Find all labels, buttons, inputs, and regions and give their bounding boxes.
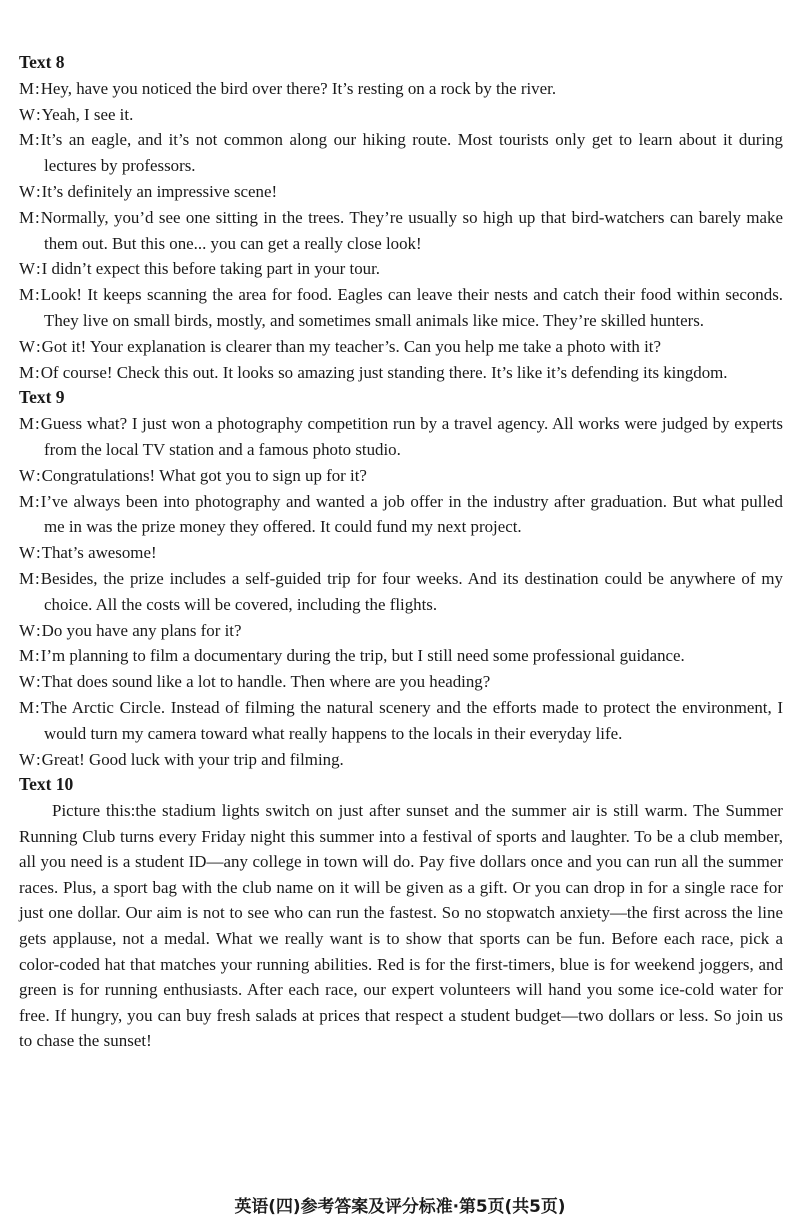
speaker-colon: : — [35, 568, 40, 588]
speaker-label: M — [19, 362, 35, 382]
speaker-colon: : — [35, 181, 41, 201]
speaker-colon: : — [35, 672, 41, 692]
speaker-label: W — [19, 672, 35, 692]
utterance-text: I’ve always been into photography and wanted a job offer in the industry after graduation. But what pulled me in was the prize money they offered. It could fund my next project. — [40, 491, 783, 537]
speaker-label: M — [19, 491, 35, 511]
dialogue-turn — [19, 695, 783, 747]
utterance-text: I’m planning to film a documentary during the trip, but I still need some professional guidance. — [40, 646, 685, 666]
utterance-text: That’s awesome! — [41, 543, 157, 563]
speaker-label: W — [19, 259, 35, 279]
speaker-colon: : — [35, 620, 41, 640]
utterance-text: Yeah, I see it. — [41, 104, 134, 124]
speaker-label: W — [19, 336, 35, 356]
dialogue-turn — [19, 102, 783, 128]
speaker-colon: : — [35, 362, 40, 382]
speaker-label: M — [19, 285, 35, 305]
dialogue-turn — [19, 360, 783, 386]
speaker-colon: : — [35, 465, 41, 485]
dialogue-turn — [19, 618, 783, 644]
dialogue-turn — [19, 463, 783, 489]
speaker-label: M — [19, 78, 35, 98]
speaker-colon: : — [35, 207, 40, 227]
speaker-label: M — [19, 568, 35, 588]
speaker-label: M — [19, 130, 35, 150]
dialogue-turn — [19, 256, 783, 282]
speaker-colon: : — [35, 336, 41, 356]
dialogue-turn — [19, 179, 783, 205]
dialogue-section — [19, 385, 783, 772]
speaker-label: M — [19, 207, 35, 227]
speaker-colon: : — [35, 414, 40, 434]
speaker-label: M — [19, 414, 35, 434]
utterance-text: Of course! Check this out. It looks so amazing just standing there. It’s like it’s defending its kingdom. — [40, 362, 728, 382]
dialogue-turn — [19, 76, 783, 102]
text10-section — [19, 772, 783, 1054]
speaker-colon: : — [35, 104, 41, 124]
speaker-colon: : — [35, 697, 40, 717]
footer-title: 英语(四)参考答案及评分标准 — [234, 1196, 453, 1216]
dialogue-turn — [19, 411, 783, 463]
speaker-colon: : — [35, 285, 40, 305]
section-heading: Text 9 — [19, 387, 65, 408]
utterance-text: Besides, the prize includes a self-guided trip for four weeks. And its destination could be anywhere of my choice. All the costs will be covered, including the flights. — [40, 568, 783, 614]
speaker-label: M — [19, 646, 35, 666]
utterance-text: The Arctic Circle. Instead of filming the natural scenery and the efforts made to protect the environment, I would turn my camera toward what really happens to the locals in their everyday life. — [40, 697, 783, 743]
dialogue-section — [19, 50, 783, 385]
speaker-label: M — [19, 697, 35, 717]
speaker-label: W — [19, 543, 35, 563]
utterance-text: It’s definitely an impressive scene! — [41, 181, 278, 201]
dialogue-turn — [19, 747, 783, 773]
speaker-colon: : — [35, 130, 40, 150]
speaker-label: W — [19, 104, 35, 124]
speaker-colon: : — [35, 78, 40, 98]
dialogue-turn — [19, 669, 783, 695]
utterance-text: I didn’t expect this before taking part in your tour. — [41, 259, 381, 279]
dialogue-turn — [19, 540, 783, 566]
utterance-text: That does sound like a lot to handle. Then where are you heading? — [41, 672, 491, 692]
footer-separator: · — [452, 1196, 460, 1216]
utterance-text: Great! Good luck with your trip and filming. — [41, 749, 344, 769]
speaker-colon: : — [35, 646, 40, 666]
utterance-text: Normally, you’d see one sitting in the trees. They’re usually so high up that bird-watchers can barely make them out. But this one... you can get a really close look! — [40, 207, 783, 253]
speaker-label: W — [19, 620, 35, 640]
speaker-colon: : — [35, 543, 41, 563]
dialogue-turn — [19, 334, 783, 360]
section-heading: Text 8 — [19, 52, 65, 72]
dialogue-turn — [19, 205, 783, 257]
dialogue-turn — [19, 489, 783, 541]
utterance-text: Got it! Your explanation is clearer than my teacher’s. Can you help me take a photo with it? — [41, 336, 661, 356]
speaker-label: W — [19, 181, 35, 201]
speaker-label: W — [19, 465, 35, 485]
speaker-colon: : — [35, 259, 41, 279]
dialogue-turn — [19, 127, 783, 179]
speaker-colon: : — [35, 491, 40, 511]
footer-page-number: 第5页(共5页) — [459, 1196, 566, 1216]
dialogue-sections — [19, 50, 783, 772]
dialogue-turn — [19, 643, 783, 669]
section-heading: Text 10 — [19, 774, 74, 795]
speaker-colon: : — [35, 749, 41, 769]
utterance-text: Hey, have you noticed the bird over there? It’s resting on a rock by the river. — [40, 78, 557, 98]
dialogue-turn — [19, 282, 783, 334]
utterance-text: It’s an eagle, and it’s not common along our hiking route. Most tourists only get to learn about it during lectures by professors. — [40, 130, 783, 176]
page-footer — [0, 1193, 800, 1217]
speaker-label: W — [19, 749, 35, 769]
dialogue-turn — [19, 566, 783, 618]
utterance-text: Guess what? I just won a photography competition run by a travel agency. All works were judged by experts from the local TV station and a famous photo studio. — [40, 414, 783, 459]
utterance-text: Congratulations! What got you to sign up for it? — [41, 465, 367, 485]
utterance-text: Do you have any plans for it? — [41, 620, 242, 640]
utterance-text: Look! It keeps scanning the area for food. Eagles can leave their nests and catch their food within seconds. They live on small birds, mostly, and sometimes small animals like mice. They’re skilled hunters. — [40, 285, 783, 330]
passage-paragraph: Picture this:the stadium lights switch on just after sunset and the summer air is still warm. The Summer Running Club turns every Friday night this summer into a festival of sports and laughter. To be a club member, all you need is a student ID—any college in town will do. Pay five dollars once and you can run all the summer races. Plus, a sport bag with the club name on it will be given as a gift. Or you can drop in for a single race for just one dollar. Our aim is not to see who can run the fastest. So no stopwatch anxiety—the first across the line gets applause, not a medal. What we really want is to show that sports can be fun. Before each race, pick a color-coded hat that matches your running abilities. Red is for the first-timers, blue is for weekend joggers, and green is for running enthusiasts. After each race, our expert volunteers will hand you some ice-cold water for free. If hungry, you can buy fresh salads at prices that respect a student budget—two dollars or less. So join us to chase the sunset! — [19, 801, 783, 1051]
